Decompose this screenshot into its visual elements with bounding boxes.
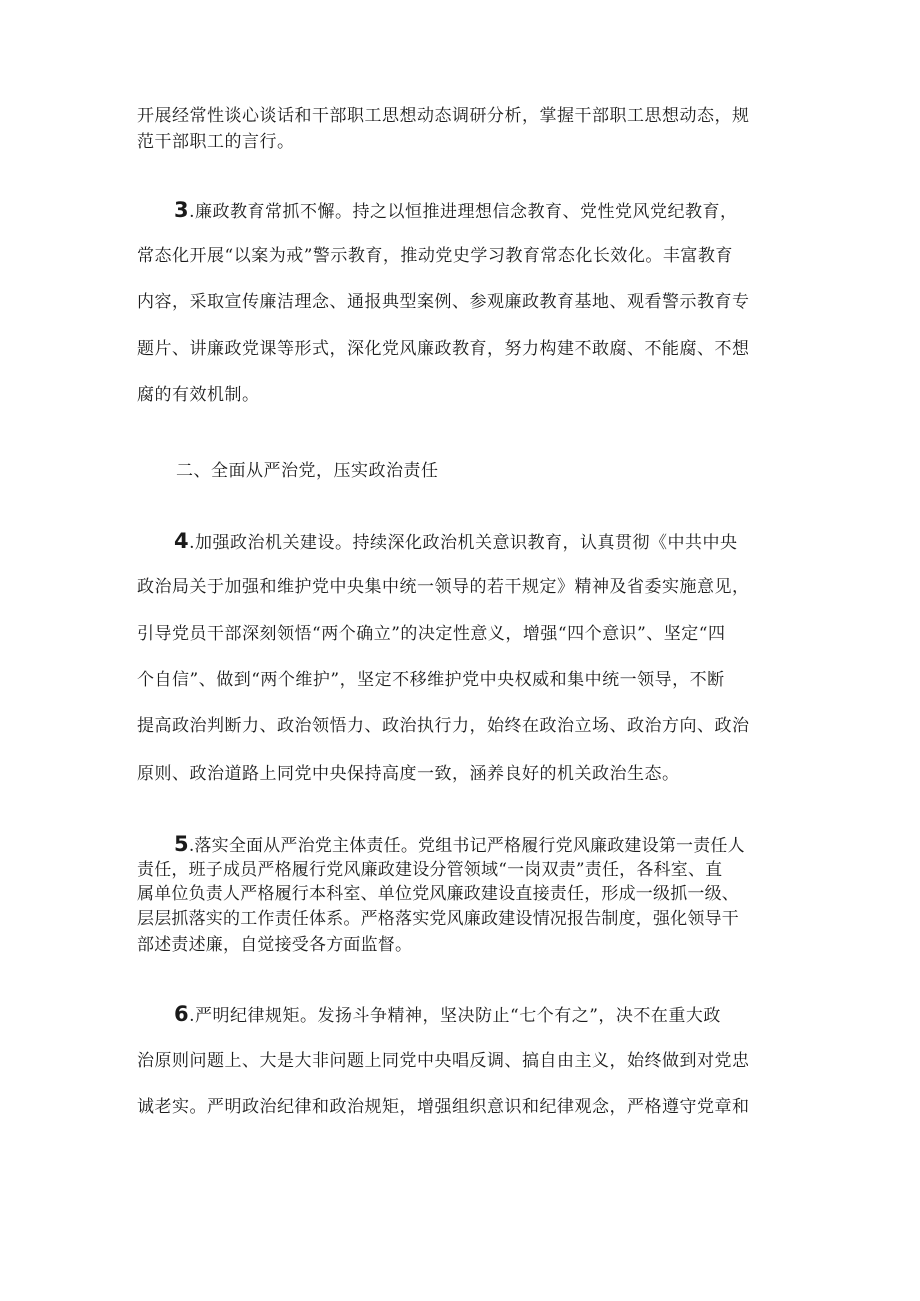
text-line: 治原则问题上、大是大非问题上同党中央唱反调、搞自由主义，始终做到对党忠 xyxy=(137,1051,750,1071)
text-line: 腐的有效机制。 xyxy=(137,385,260,405)
text-line: 引导党员干部深刻领悟“两个确立”的决定性意义，增强“四个意识”、坚定“四 xyxy=(137,624,726,644)
text-line: 个自信”、做到“两个维护”，坚定不移维护党中央权威和集中统一领导，不断 xyxy=(137,670,725,690)
item-heading-text: .严明纪律规矩。发扬斗争精神，坚决防止“七个有之”，决不在重大政 xyxy=(189,1006,721,1026)
text-line: 内容，采取宣传廉洁理念、通报典型案例、参观廉政教育基地、观看警示教育专 xyxy=(137,292,750,312)
item-number: 3 xyxy=(174,198,190,222)
text-line: 提高政治判断力、政治领悟力、政治执行力，始终在政治立场、政治方向、政治 xyxy=(137,716,750,736)
paragraph-first-line xyxy=(174,529,824,555)
text-line: 常态化开展“以案为戒”警示教育，推动党史学习教育常态化长效化。丰富教育 xyxy=(137,246,733,266)
text-line: 范干部职工的言行。 xyxy=(137,132,295,152)
item-number: 4 xyxy=(174,529,190,553)
text-line: 属单位负责人严格履行本科室、单位党风廉政建设直接责任，形成一级抓一级、 xyxy=(137,884,739,904)
paragraph-first-line xyxy=(174,1002,824,1028)
item-heading-text: .落实全面从严治党主体责任。党组书记严格履行党风廉政建设第一责任人 xyxy=(188,836,745,856)
item-number: 6 xyxy=(174,1002,190,1026)
text-line: 部述责述廉，自觉接受各方面监督。 xyxy=(137,935,413,955)
item-heading-text: .廉政教育常抓不懈。持之以恒推进理想信念教育、党性党风党纪教育， xyxy=(189,202,738,222)
text-line: 题片、讲廉政党课等形式，深化党风廉政教育，努力构建不敢腐、不能腐、不想 xyxy=(137,339,750,359)
text-line: 责任，班子成员严格履行党风廉政建设分管领域“一岗双责”责任，各科室、直 xyxy=(137,860,723,880)
item-heading-text: .加强政治机关建设。持续深化政治机关意识教育，认真贯彻《中共中央 xyxy=(189,533,738,553)
item-number: 5 xyxy=(174,832,189,856)
section-heading: 二、全面从严治党，压实政治责任 xyxy=(176,461,439,481)
text-line: 政治局关于加强和维护党中央集中统一领导的若干规定》精神及省委实施意见， xyxy=(137,577,750,597)
text-line: 原则、政治道路上同党中央保持高度一致，涵养良好的机关政治生态。 xyxy=(137,764,680,784)
text-line: 开展经常性谈心谈话和干部职工思想动态调研分析，掌握干部职工思想动态，规 xyxy=(137,106,750,126)
text-line: 层层抓落实的工作责任体系。严格落实党风廉政建设情况报告制度，强化领导干 xyxy=(137,909,739,929)
paragraph-first-line xyxy=(174,832,824,858)
paragraph-first-line xyxy=(174,198,824,224)
text-line: 诚老实。严明政治纪律和政治规矩，增强组织意识和纪律观念，严格遵守党章和 xyxy=(137,1097,750,1117)
